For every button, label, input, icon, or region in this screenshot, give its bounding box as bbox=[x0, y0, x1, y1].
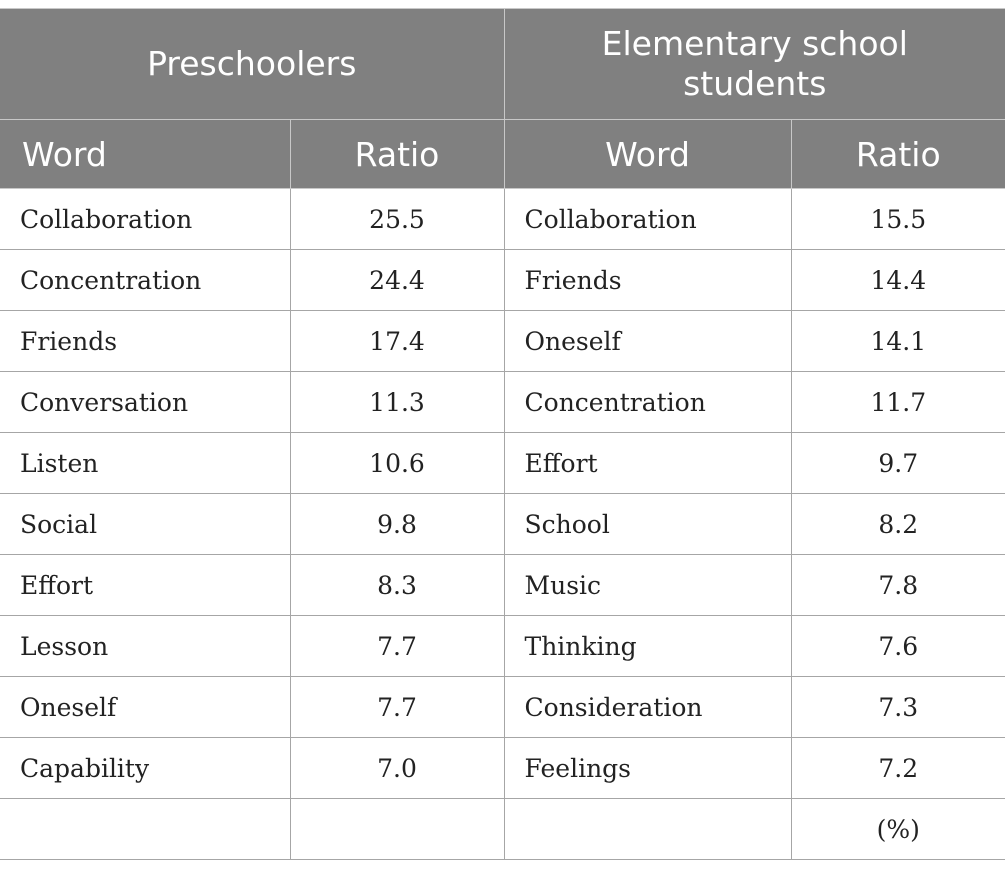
preschool-ratio-cell: 10.6 bbox=[290, 433, 504, 494]
elementary-word-cell: Oneself bbox=[504, 311, 791, 372]
table-row bbox=[0, 189, 1005, 250]
preschool-ratio-cell: 24.4 bbox=[290, 250, 504, 311]
elementary-word-cell: Collaboration bbox=[504, 189, 791, 250]
table-row bbox=[0, 555, 1005, 616]
table-row bbox=[0, 372, 1005, 433]
table-row bbox=[0, 738, 1005, 799]
elementary-ratio-cell: 7.6 bbox=[791, 616, 1005, 677]
table-row bbox=[0, 494, 1005, 555]
preschool-word-cell: Friends bbox=[0, 311, 290, 372]
elementary-ratio-cell: 14.1 bbox=[791, 311, 1005, 372]
elementary-ratio-cell: 11.7 bbox=[791, 372, 1005, 433]
column-header-ratio-preschool: Ratio bbox=[290, 120, 504, 189]
table-body bbox=[0, 189, 1005, 860]
group-header-elementary-label: Elementary school students bbox=[601, 24, 908, 103]
footer-cell bbox=[504, 799, 791, 860]
elementary-ratio-cell: 9.7 bbox=[791, 433, 1005, 494]
preschool-ratio-cell: 11.3 bbox=[290, 372, 504, 433]
table-row bbox=[0, 677, 1005, 738]
preschool-word-cell: Social bbox=[0, 494, 290, 555]
preschool-word-cell: Lesson bbox=[0, 616, 290, 677]
preschool-ratio-cell: 7.0 bbox=[290, 738, 504, 799]
unit-note-cell: (%) bbox=[791, 799, 1005, 860]
table-row bbox=[0, 433, 1005, 494]
group-header-elementary bbox=[504, 9, 1005, 120]
elementary-word-cell: School bbox=[504, 494, 791, 555]
elementary-word-cell: Concentration bbox=[504, 372, 791, 433]
preschool-word-cell: Effort bbox=[0, 555, 290, 616]
elementary-ratio-cell: 7.8 bbox=[791, 555, 1005, 616]
preschool-ratio-cell: 17.4 bbox=[290, 311, 504, 372]
elementary-word-cell: Thinking bbox=[504, 616, 791, 677]
preschool-word-cell: Oneself bbox=[0, 677, 290, 738]
preschool-ratio-cell: 8.3 bbox=[290, 555, 504, 616]
table-row bbox=[0, 616, 1005, 677]
preschool-word-cell: Capability bbox=[0, 738, 290, 799]
elementary-word-cell: Feelings bbox=[504, 738, 791, 799]
elementary-ratio-cell: 8.2 bbox=[791, 494, 1005, 555]
preschool-word-cell: Concentration bbox=[0, 250, 290, 311]
group-header-preschoolers: Preschoolers bbox=[0, 9, 504, 120]
elementary-ratio-cell: 14.4 bbox=[791, 250, 1005, 311]
elementary-word-cell: Effort bbox=[504, 433, 791, 494]
preschool-ratio-cell: 7.7 bbox=[290, 677, 504, 738]
column-header-row bbox=[0, 120, 1005, 189]
column-header-word-preschool: Word bbox=[0, 120, 290, 189]
preschool-word-cell: Conversation bbox=[0, 372, 290, 433]
elementary-word-cell: Music bbox=[504, 555, 791, 616]
word-ratio-table bbox=[0, 8, 1005, 860]
column-header-word-elementary: Word bbox=[504, 120, 791, 189]
elementary-ratio-cell: 7.3 bbox=[791, 677, 1005, 738]
group-header-row bbox=[0, 9, 1005, 120]
table-row bbox=[0, 311, 1005, 372]
elementary-word-cell: Friends bbox=[504, 250, 791, 311]
preschool-word-cell: Collaboration bbox=[0, 189, 290, 250]
elementary-ratio-cell: 7.2 bbox=[791, 738, 1005, 799]
table-footer-row bbox=[0, 799, 1005, 860]
preschool-ratio-cell: 7.7 bbox=[290, 616, 504, 677]
footer-cell bbox=[290, 799, 504, 860]
table-row bbox=[0, 250, 1005, 311]
column-header-ratio-elementary: Ratio bbox=[791, 120, 1005, 189]
preschool-ratio-cell: 9.8 bbox=[290, 494, 504, 555]
preschool-ratio-cell: 25.5 bbox=[290, 189, 504, 250]
elementary-ratio-cell: 15.5 bbox=[791, 189, 1005, 250]
preschool-word-cell: Listen bbox=[0, 433, 290, 494]
table-header bbox=[0, 9, 1005, 189]
footer-cell bbox=[0, 799, 290, 860]
elementary-word-cell: Consideration bbox=[504, 677, 791, 738]
